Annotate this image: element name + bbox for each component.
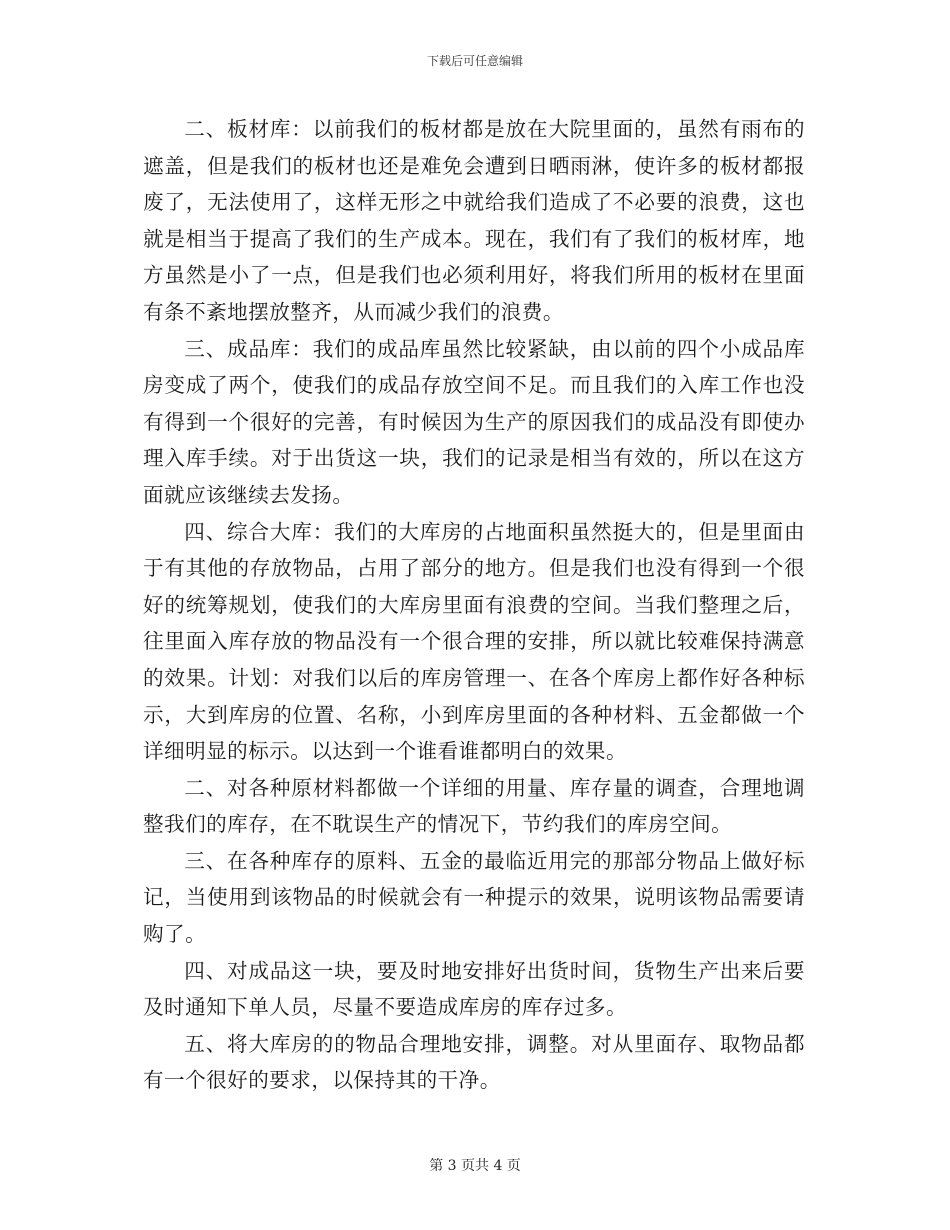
paragraph-plan-item-5: 五、将大库房的的物品合理地安排，调整。对从里面存、取物品都有一个很好的要求，以保持其的干净。 <box>143 1031 805 1093</box>
page-header: 下载后可任意编辑 <box>426 54 523 68</box>
paragraph-plan-item-4: 四、对成品这一块，要及时地安排好出货时间，货物生产出来后要及时通知下单人员，尽量不要造成库房的库存过多。 <box>143 958 805 1020</box>
paragraph-plan-item-2: 二、对各种原材料都做一个详细的用量、库存量的调查，合理地调整我们的库存，在不耽误生产的情况下，节约我们的库房空间。 <box>143 775 805 837</box>
paragraph-board-warehouse: 二、板材库：以前我们的板材都是放在大院里面的，虽然有雨布的遮盖，但是我们的板材也还是难免会遭到日晒雨淋，使许多的板材都报废了，无法使用了，这样无形之中就给我们造成了不必要的浪费，这也就是相当于提高了我们的生产成本。现在，我们有了我们的板材库，地方虽然是小了一点，但是我们也必须利用好，将我们所用的板材在里面有条不紊地摆放整齐，从而减少我们的浪费。 <box>143 117 805 324</box>
document-body <box>143 111 805 1099</box>
paragraph-general-warehouse: 四、综合大库：我们的大库房的占地面积虽然挺大的，但是里面由于有其他的存放物品，占用了部分的地方。但是我们也没有得到一个很好的统筹规划，使我们的大库房里面有浪费的空间。当我们整理之后，往里面入库存放的物品没有一个很合理的安排，所以就比较难保持满意的效果。计划：对我们以后的库房管理一、在各个库房上都作好各种标示，大到库房的位置、名称，小到库房里面的各种材料、五金都做一个详细明显的标示。以达到一个谁看谁都明白的效果。 <box>143 519 805 764</box>
paragraph-finished-goods-warehouse: 三、成品库：我们的成品库虽然比较紧缺，由以前的四个小成品库房变成了两个，使我们的成品存放空间不足。而且我们的入库工作也没有得到一个很好的完善，有时候因为生产的原因我们的成品没有即使办理入库手续。对于出货这一块，我们的记录是相当有效的，所以在这方面就应该继续去发扬。 <box>143 336 805 507</box>
paragraph-plan-item-3: 三、在各种库存的原料、五金的最临近用完的那部分物品上做好标记，当使用到该物品的时候就会有一种提示的效果，说明该物品需要请购了。 <box>143 848 805 947</box>
page-number: 第 3 页共 4 页 <box>429 1158 521 1174</box>
